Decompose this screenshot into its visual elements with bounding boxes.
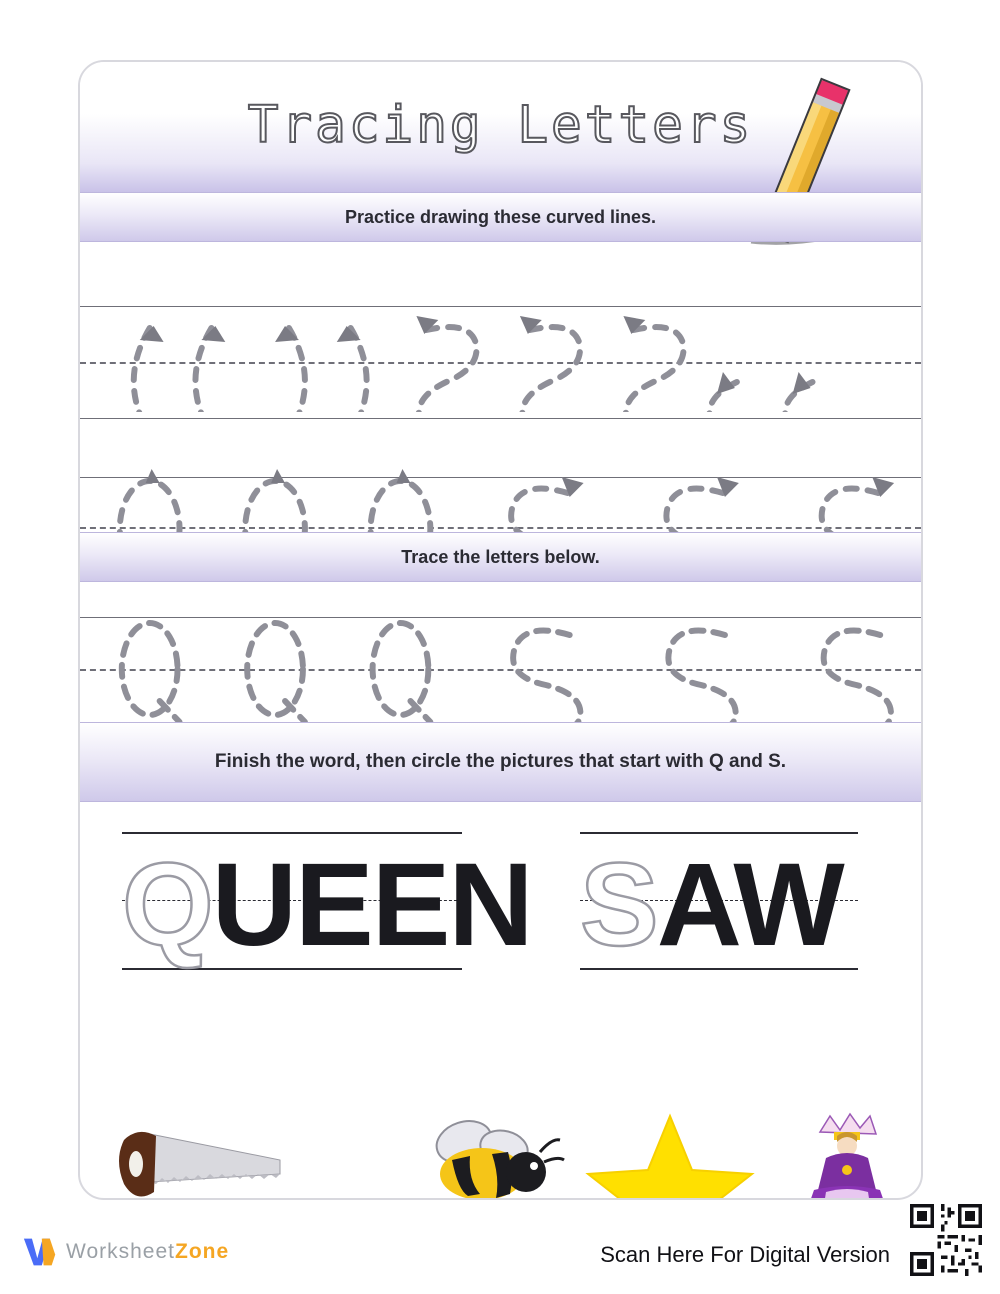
rule-top <box>80 617 921 618</box>
page-title: Tracing Letters <box>247 96 754 155</box>
worksheetzone-logo-icon <box>22 1235 58 1269</box>
brand-logo <box>22 1232 229 1272</box>
rule-top <box>580 832 858 834</box>
bee-picture[interactable] <box>400 1112 570 1200</box>
word-queen <box>122 832 532 987</box>
word-saw-text <box>580 840 843 970</box>
rule-mid-dashed <box>80 362 921 364</box>
queen-icon <box>756 1112 923 1200</box>
saw-icon <box>110 1112 290 1200</box>
word-saw-rest: AW <box>656 839 843 971</box>
word-saw-trace-letter: S <box>580 839 657 971</box>
picture-row <box>80 1062 921 1200</box>
word-queen-rest: UEEN <box>211 839 532 971</box>
instruction-finish-word <box>80 722 921 802</box>
rule-top <box>80 306 921 307</box>
queen-picture[interactable] <box>756 1112 923 1200</box>
star-icon <box>580 1112 760 1200</box>
brand-second: Zone <box>175 1240 230 1263</box>
saw-picture[interactable] <box>110 1112 280 1200</box>
rule-mid-dashed <box>80 527 921 529</box>
instruction-finish-word-text: Finish the word, then circle the pictures that start with Q and S. <box>214 751 787 772</box>
rule-top <box>122 832 462 834</box>
word-queen-trace-letter: Q <box>122 839 212 971</box>
rule-top <box>80 477 921 478</box>
word-queen-text <box>122 840 532 970</box>
brand-text <box>66 1240 229 1264</box>
title-band <box>80 62 921 192</box>
brand-first: Worksheet <box>66 1240 175 1263</box>
rule-mid-dashed <box>80 669 921 671</box>
scan-instruction: Scan Here For Digital Version <box>600 1242 890 1267</box>
trace-row <box>80 607 921 722</box>
instruction-curved-lines: Practice drawing these curved lines. <box>80 192 921 242</box>
qr-code[interactable] <box>910 1204 982 1276</box>
worksheet-card <box>78 60 923 1200</box>
instruction-trace-letters: Trace the letters below. <box>80 532 921 582</box>
star-picture[interactable] <box>580 1112 750 1200</box>
practice-row-curves <box>80 242 921 412</box>
word-section <box>80 802 921 1052</box>
trace-glyph-row <box>80 607 921 722</box>
curve-glyph-row <box>80 242 921 412</box>
bee-icon <box>400 1112 580 1200</box>
word-saw <box>580 832 858 987</box>
